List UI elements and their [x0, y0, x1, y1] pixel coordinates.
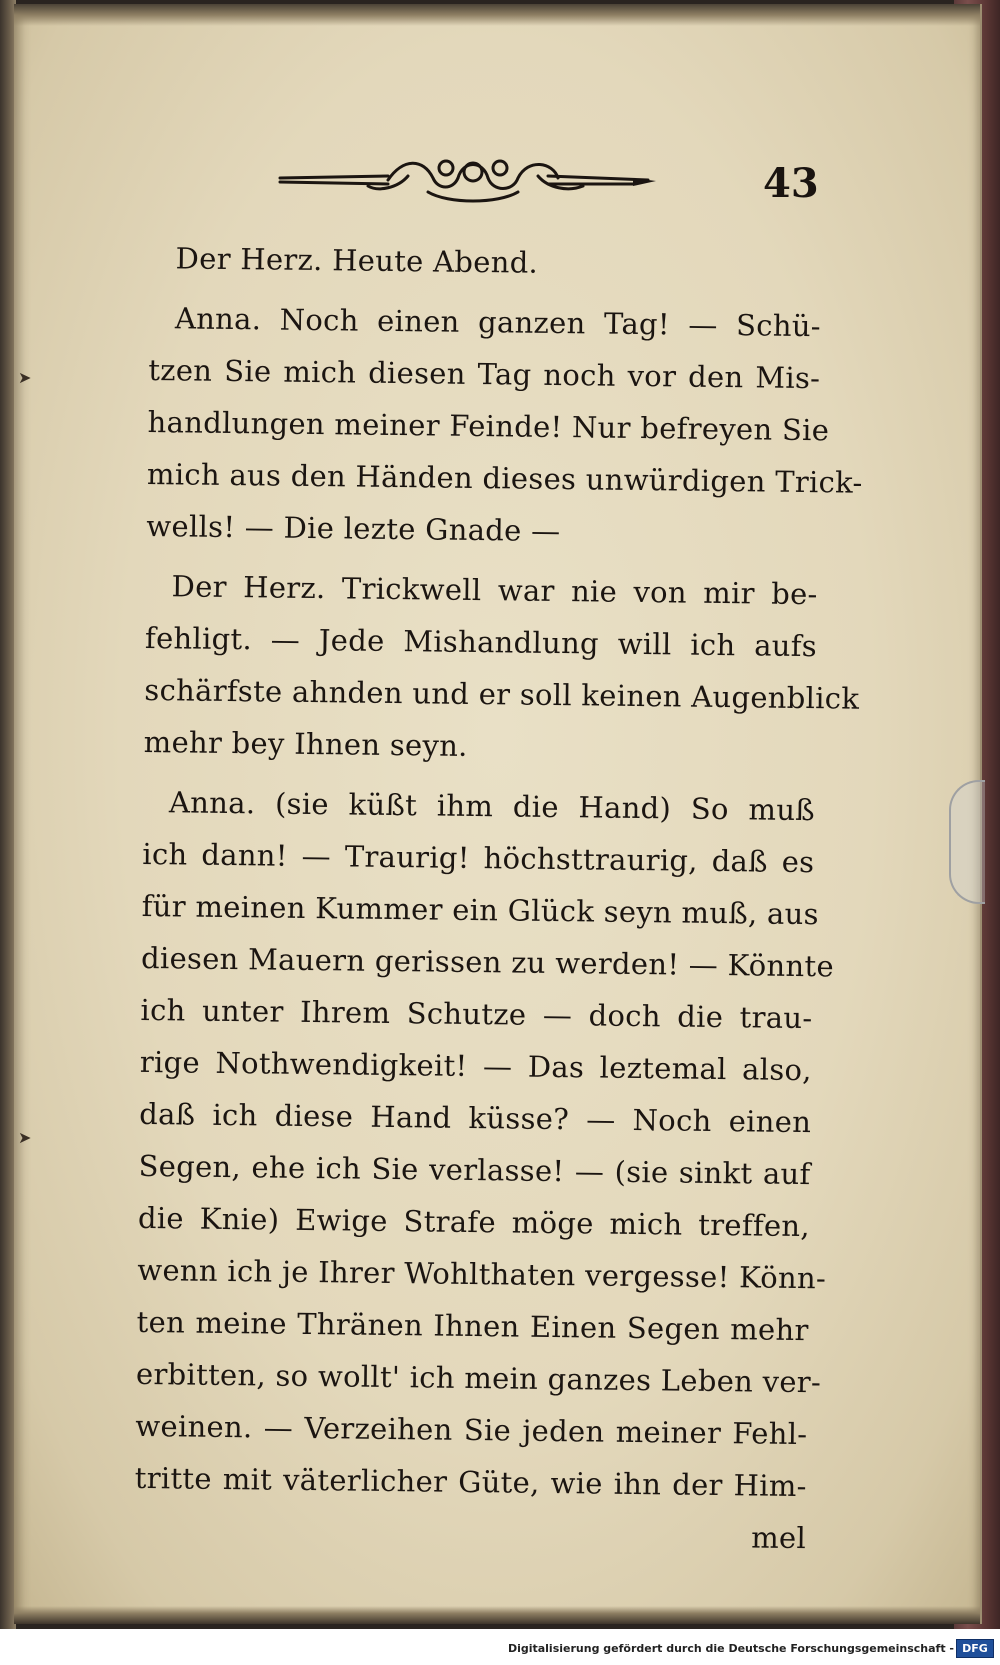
- digitization-footer: [0, 1629, 1000, 1665]
- dfg-logo[interactable]: DFG: [956, 1639, 994, 1658]
- text-line: wells! — Die lezte Gnade —: [146, 508, 561, 549]
- text-line: Anna. (sie küßt ihm die Hand) So muß: [168, 785, 816, 828]
- page-number: 43: [763, 160, 819, 207]
- text-line: fehligt. — Jede Mishandlung will ich aufs: [144, 620, 818, 664]
- page-clip: [949, 780, 985, 904]
- text-line: Der Herz. Heute Abend.: [175, 241, 539, 280]
- body-text: [134, 232, 863, 1564]
- page-top-shadow: [14, 4, 980, 26]
- page-bottom-shadow: [14, 1606, 980, 1624]
- text-line: mehr bey Ihnen seyn.: [143, 724, 468, 763]
- text-line: ich unter Ihrem Schutze — doch die trau-: [140, 992, 813, 1036]
- text-line: handlungen meiner Feinde! Nur befreyen Sie: [147, 404, 830, 448]
- margin-mark: ➤: [18, 368, 32, 387]
- text-line: daß ich diese Hand küsse? — Noch einen: [139, 1096, 812, 1140]
- funding-credit: Digitalisierung gefördert durch die Deutsche Forschungsgemeinschaft -: [507, 1642, 954, 1655]
- text-line: erbitten, so wollt' ich mein ganzes Leben ver-: [135, 1356, 822, 1400]
- text-line: Der Herz. Trickwell war nie von mir be-: [171, 569, 818, 612]
- text-line: rige Nothwendigkeit! — Das leztemal also,: [139, 1044, 813, 1088]
- text-line: Segen, ehe ich Sie verlasse! — (sie sinkt auf: [138, 1148, 811, 1192]
- decorative-ornament-icon: [278, 148, 658, 208]
- text-line: tritte mit väterlicher Güte, wie ihn der Him-: [134, 1460, 807, 1504]
- text-line: ten meine Thränen Ihnen Einen Segen mehr: [136, 1304, 809, 1348]
- text-line: weinen. — Verzeihen Sie jeden meiner Fehl-: [135, 1408, 808, 1452]
- text-line: ich dann! — Traurig! höchsttraurig, daß es: [142, 836, 815, 880]
- text-line: wenn ich je Ihrer Wohlthaten vergesse! Könn-: [137, 1252, 827, 1296]
- text-line: die Knie) Ewige Strafe möge mich treffen,: [137, 1200, 811, 1244]
- margin-mark: ➤: [18, 1128, 32, 1147]
- text-line: schärfste ahnden und er soll keinen Augenblick: [144, 672, 860, 716]
- text-line: Anna. Noch einen ganzen Tag! — Schü-: [174, 301, 822, 344]
- text-line: für meinen Kummer ein Glück seyn muß, aus: [141, 888, 819, 932]
- text-line: mich aus den Händen dieses unwürdigen Trick-: [146, 456, 863, 500]
- catchword: mel: [751, 1520, 807, 1556]
- text-line: tzen Sie mich diesen Tag noch vor den Mis-: [148, 352, 821, 396]
- text-line: diesen Mauern gerissen zu werden! — Könnte: [140, 940, 835, 984]
